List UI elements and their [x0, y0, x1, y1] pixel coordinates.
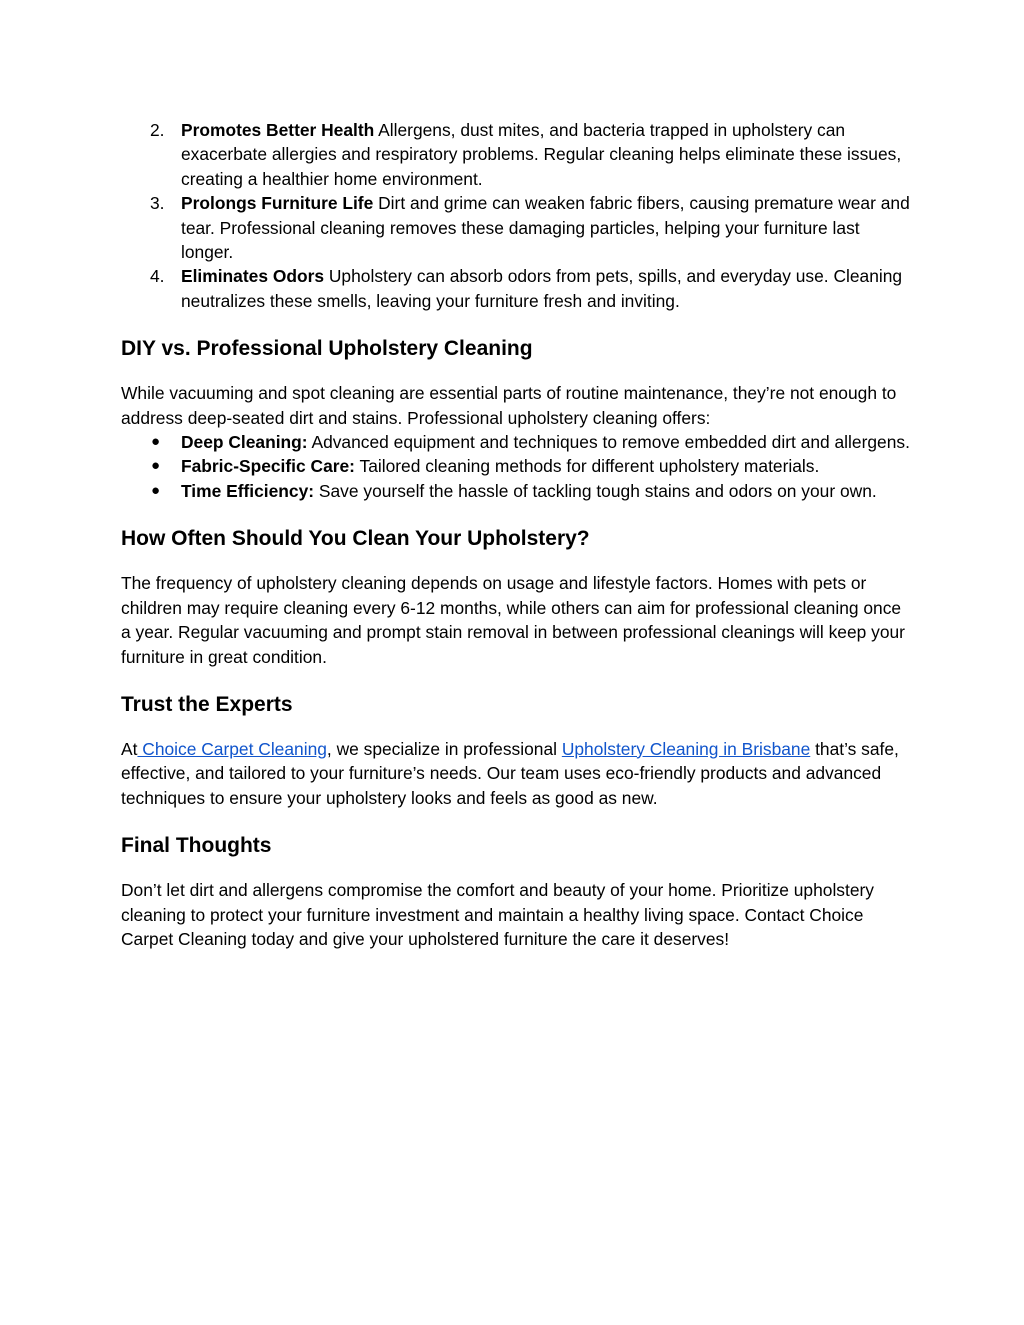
list-item-title: Eliminates Odors: [181, 266, 325, 287]
frequency-paragraph: The frequency of upholstery cleaning depends on usage and lifestyle factors. Homes with pets or children may require cleaning every 6-12 months, while others can aim for professional cleaning once a year. Regular vacuuming and prompt stain removal in between professional cleanings will keep your furniture in great condition.: [121, 573, 905, 667]
list-item: [121, 118, 911, 191]
list-item-title: Deep Cleaning:: [181, 432, 308, 453]
list-number: 4.: [150, 266, 165, 287]
list-item: [121, 191, 911, 264]
list-item-title: Time Efficiency:: [181, 480, 315, 501]
list-item: [121, 430, 911, 454]
list-number: 2.: [150, 120, 165, 140]
upholstery-cleaning-brisbane-link[interactable]: Upholstery Cleaning in Brisbane: [561, 738, 811, 759]
bullet-icon: ●: [151, 433, 161, 451]
benefits-list: [121, 118, 911, 313]
experts-paragraph: [121, 737, 911, 810]
experts-text-middle: , we specialize in professional: [326, 738, 562, 759]
list-item-text: Save yourself the hassle of tackling tough stains and odors on your own.: [318, 480, 877, 501]
document-content: [121, 118, 911, 951]
list-item: [121, 454, 911, 478]
list-item-text: Tailored cleaning methods for different upholstery materials.: [359, 456, 820, 477]
list-item-title: Promotes Better Health: [181, 120, 375, 140]
section-heading-frequency: How Often Should You Clean Your Upholstery?: [121, 527, 590, 551]
section-heading-experts: Trust the Experts: [121, 692, 293, 716]
bullet-icon: ●: [151, 481, 161, 499]
list-item-text: Advanced equipment and techniques to remove embedded dirt and allergens.: [311, 432, 910, 453]
final-paragraph: Don’t let dirt and allergens compromise the comfort and beauty of your home. Prioritize upholstery cleaning to protect your furniture investment and maintain a healthy living space. Contact Choice Carpet Cleaning today and give your upholstered furniture the care it deserves!: [121, 880, 874, 949]
list-item-text: Dirt and grime can weaken fabric fibers, causing premature wear and tear. Professional cleaning removes these damaging particles, helping your furniture last longer.: [181, 193, 910, 263]
list-item-text: Allergens, dust mites, and bacteria trapped in upholstery can exacerbate allergies and respiratory problems. Regular cleaning helps eliminate these issues, creating a healthier home environment.: [181, 120, 902, 189]
diy-intro-paragraph: While vacuuming and spot cleaning are essential parts of routine maintenance, they’re not enough to address deep-seated dirt and stains. Professional upholstery cleaning offers:: [121, 383, 897, 428]
section-heading-diy: DIY vs. Professional Upholstery Cleaning: [121, 337, 533, 361]
section-heading-final: Final Thoughts: [121, 834, 272, 858]
list-number: 3.: [150, 193, 165, 214]
diy-benefits-list: [121, 430, 911, 503]
list-item-title: Fabric-Specific Care:: [181, 456, 355, 477]
list-item: [121, 479, 911, 503]
list-item-text: Upholstery can absorb odors from pets, spills, and everyday use. Cleaning neutralizes these smells, leaving your furniture fresh and inviting.: [181, 266, 903, 311]
experts-text-before: At: [121, 738, 138, 759]
list-item: [121, 264, 911, 313]
bullet-icon: ●: [151, 457, 161, 475]
choice-carpet-cleaning-link[interactable]: Choice Carpet Cleaning: [137, 738, 327, 759]
experts-text-after: that’s safe, effective, and tailored to your furniture’s needs. Our team uses eco-friendly products and advanced techniques to ensure your upholstery looks and feels as good as new.: [121, 738, 899, 808]
list-item-title: Prolongs Furniture Life: [181, 193, 374, 214]
